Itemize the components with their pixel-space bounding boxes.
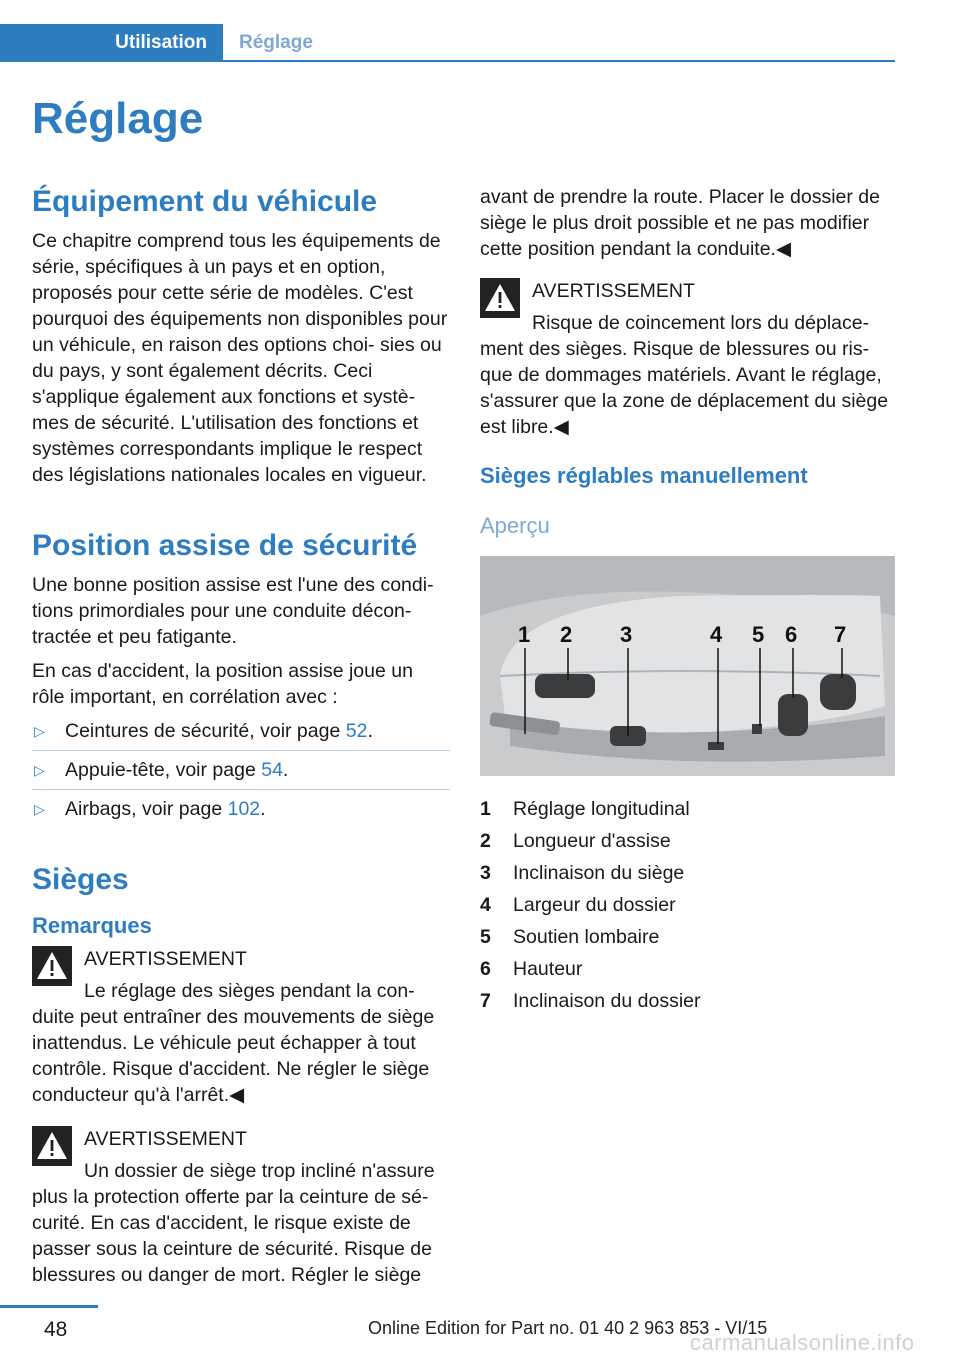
left-column: [32, 184, 450, 1296]
warning-block: [32, 1126, 450, 1288]
tab-reglage[interactable]: Réglage: [239, 32, 313, 53]
equipment-text: Ce chapitre comprend tous les équipements de série, spécifiques à un pays et en option, proposés pour cette série de modèles. C'est pourquoi des équipements non disponibles pour un véhicule, en raison des options choi‐ sies ou du pays, y sont également décrits. Ceci s'applique également aux fonctions et systè‐ mes de sécurité. L'utilisation des fonctions et systèmes correspondants implique le respect des législations nationales locales en vigueur.: [32, 230, 448, 486]
watermark: carmanualsonline.info: [690, 1330, 915, 1355]
warning-block: [480, 278, 900, 440]
tab-utilisation[interactable]: Utilisation: [0, 24, 223, 62]
list-item: ▷ Ceintures de sécurité, voir page 52.: [32, 718, 450, 751]
overview-heading: Aperçu: [480, 513, 550, 538]
triangle-bullet-icon: ▷: [34, 762, 45, 778]
triangle-bullet-icon: ▷: [34, 801, 45, 817]
list-item: ▷ Appuie-tête, voir page 54.: [32, 757, 450, 790]
callout-1: 1: [518, 622, 531, 647]
callout-3: 3: [620, 622, 633, 647]
position-text-2: En cas d'accident, la position assise joue un rôle important, en corrélation avec :: [32, 660, 413, 708]
warning-icon: [32, 1126, 72, 1166]
warning-text: Un dossier de siège trop incliné n'assure plus la protection offerte par la ceinture de sé‐ curité. En cas d'accident, le risque existe de passer sous la ceinture de sécurité. Risque de blessures ou danger de mort. Régler le siège: [32, 1160, 435, 1286]
header-rule: [223, 60, 895, 62]
controls-legend: [480, 793, 900, 1017]
legend-item: 5 Soutien lombaire: [480, 926, 660, 948]
legend-item: 6 Hauteur: [480, 958, 583, 980]
reference-list: [32, 718, 450, 828]
equipment-heading: Équipement du véhicule: [32, 185, 378, 218]
legend-item: 7 Inclinaison du dossier: [480, 990, 701, 1012]
page-link-52[interactable]: 52: [345, 720, 368, 742]
warning-title: AVERTISSEMENT: [84, 948, 247, 970]
warning-block: [32, 946, 450, 1108]
callout-5: 5: [752, 622, 765, 647]
warning-icon: [480, 278, 520, 318]
triangle-bullet-icon: ▷: [34, 723, 45, 739]
position-text-1: Une bonne position assise est l'une des condi‐ tions primordiales pour une conduite décon‐ tractée et peu fatigante.: [32, 574, 434, 648]
seat-controls-illustration: [480, 556, 895, 776]
manual-seats-heading: Sièges réglables manuellement: [480, 463, 808, 488]
callout-6: 6: [785, 622, 798, 647]
seats-heading: Sièges: [32, 863, 129, 896]
edition-text: Online Edition for Part no. 01 40 2 963 853 - VI/15: [368, 1318, 768, 1338]
warning-icon: [32, 946, 72, 986]
page-title: Réglage: [32, 94, 204, 143]
warning-title: AVERTISSEMENT: [84, 1128, 247, 1150]
legend-item: 1 Réglage longitudinal: [480, 798, 690, 820]
callout-7: 7: [834, 622, 847, 647]
callout-4: 4: [710, 622, 723, 647]
footer-rule: [0, 1305, 98, 1308]
warning-text: Risque de coincement lors du déplace‐ ment des sièges. Risque de blessures ou ris‐ que de dommages matériels. Avant le réglage, s'assurer que la zone de déplacement du siège est libre.◀: [480, 312, 889, 438]
header-bar: [0, 24, 895, 62]
warning-text: Le réglage des sièges pendant la con‐ duite peut entraîner des mouvements de siège inattendus. Le véhicule peut échapper à tout contrôle. Risque d'accident. Ne régler le siège conducteur qu'à l'arrêt.◀: [32, 980, 435, 1106]
safe-position-heading: Position assise de sécurité: [32, 529, 418, 562]
page-link-102[interactable]: 102: [227, 798, 261, 820]
right-column: [480, 184, 900, 1017]
warning-text-continued: avant de prendre la route. Placer le dossier de siège le plus droit possible et ne pas modifier cette position pendant la conduite.◀: [480, 186, 880, 260]
legend-item: 4 Largeur du dossier: [480, 894, 676, 916]
page-number: 48: [44, 1318, 68, 1341]
remarks-heading: Remarques: [32, 913, 152, 938]
legend-item: 3 Inclinaison du siège: [480, 862, 685, 884]
legend-item: 2 Longueur d'assise: [480, 830, 671, 852]
warning-title: AVERTISSEMENT: [532, 280, 695, 302]
callout-2: 2: [560, 622, 573, 647]
list-item: ▷ Airbags, voir page 102.: [34, 798, 266, 820]
page-link-54[interactable]: 54: [261, 759, 283, 781]
